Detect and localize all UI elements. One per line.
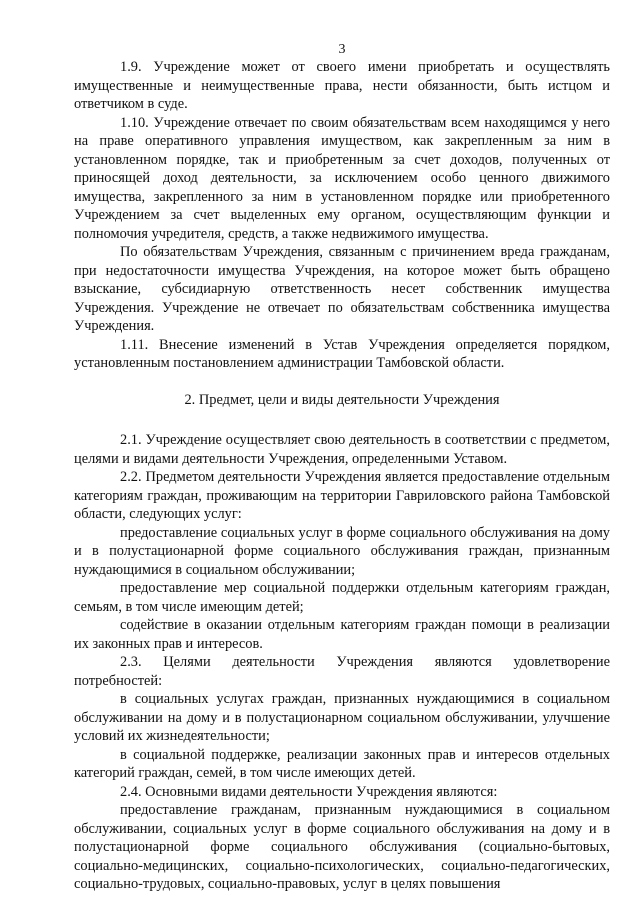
list-item-goal-support: в социальной поддержке, реализации законных прав и интересов отдельных категорий граждан, семей, в том числе имеющих детей.: [74, 746, 610, 781]
section-heading: 2. Предмет, цели и виды деятельности Учреждения: [184, 391, 500, 408]
page-number: 3: [338, 42, 346, 57]
paragraph-1-11: 1.11. Внесение изменений в Устав Учреждения определяется порядком, установленным постановлением администрации Тамбовской области.: [74, 336, 610, 371]
paragraph-2-2: 2.2. Предметом деятельности Учреждения является предоставление отдельным категориям граждан, проживающим на территории Гавриловского района Тамбовской области, следующих услуг:: [74, 469, 610, 522]
list-item-main-activity: предоставление гражданам, признанным нуждающимися в социальном обслуживании, социальных услуг в форме социального обслуживания на дому и в полустационарной форме социального обслуживания (социально-бытовых, социально-медицинских, социально-психологических, социально-педагогических, социально-трудовых, социально-правовых, услуг в целях повышения: [74, 802, 610, 892]
paragraph-1-9: 1.9. Учреждение может от своего имени приобретать и осуществлять имущественные и неимущественные права, нести обязанности, быть истцом и ответчиком в суде.: [74, 59, 610, 112]
list-item-social-services: предоставление социальных услуг в форме социального обслуживания на дому и в полустационарной форме социального обслуживания граждан, признанным нуждающимися в социальном обслуживании;: [74, 524, 610, 578]
paragraph-2-4: 2.4. Основными видами деятельности Учреждения являются:: [120, 783, 498, 800]
paragraph-2-1: 2.1. Учреждение осуществляет свою деятельность в соответствии с предметом, целями и видами деятельности Учреждения, определенными Уставом.: [74, 432, 610, 467]
list-item-goal-services: в социальных услугах граждан, признанных нуждающимися в социальном обслуживании на дому и в полустационарном социальном обслуживании, улучшение условий их жизнедеятельности;: [74, 691, 610, 744]
paragraph-1-10: 1.10. Учреждение отвечает по своим обязательствам всем находящимся у него на праве оперативного управления имуществом, как закрепленным за ним в установленном порядке, так и приобретенным за счет доходов, полученных от приносящей доход деятельности, за исключением особо ценного движимого имущества, закрепленного за ним в установленном порядке или приобретенного Учреждением за счет выделенных ему органом, осуществляющим функции и полномочия учредителя, средств, а также недвижимого имущества.: [74, 114, 610, 242]
paragraph-2-3: 2.3. Целями деятельности Учреждения являются удовлетворение потребностей:: [74, 654, 610, 689]
list-item-assistance: содействие в оказании отдельным категориям граждан помощи в реализации их законных прав и интересов.: [74, 617, 610, 652]
list-item-social-support: предоставление мер социальной поддержки отдельным категориям граждан, семьям, в том числе имеющим детей;: [74, 580, 610, 615]
paragraph-liability: По обязательствам Учреждения, связанным с причинением вреда гражданам, при недостаточности имущества Учреждения, на которое может быть обращено взыскание, субсидиарную ответственность несет собственник имущества Учреждения. Учреждение не отвечает по обязательствам собственника имущества Учреждения.: [74, 244, 610, 334]
